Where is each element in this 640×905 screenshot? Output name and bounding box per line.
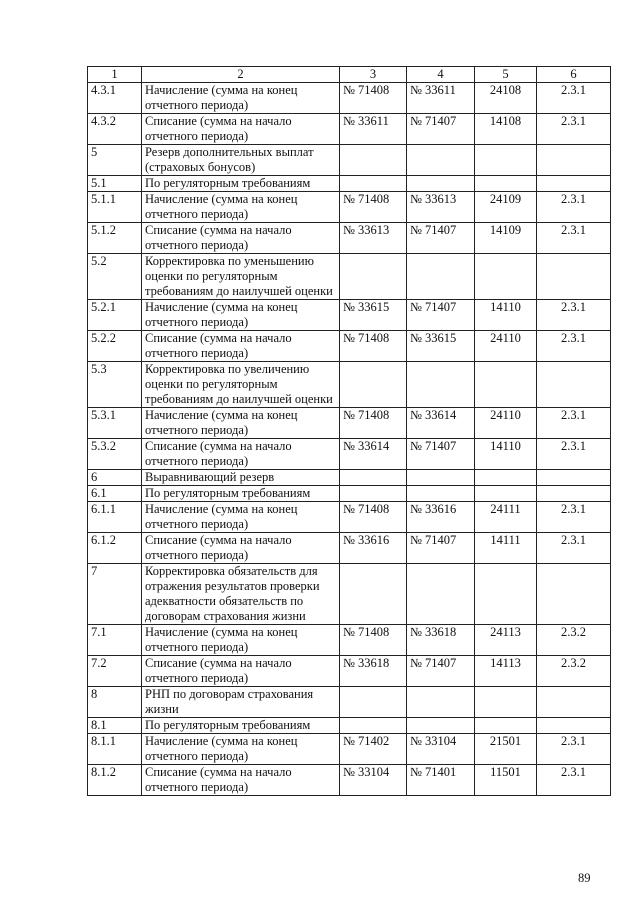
debit-account: № 33611	[340, 114, 407, 145]
debit-account	[340, 176, 407, 192]
row-description: Начисление (сумма на конец отчетного периода)	[142, 734, 340, 765]
debit-account: № 71408	[340, 192, 407, 223]
credit-account	[407, 718, 475, 734]
row-number: 5.1.2	[88, 223, 142, 254]
section-ref	[537, 362, 611, 408]
row-number: 8	[88, 687, 142, 718]
credit-account	[407, 362, 475, 408]
row-description: Начисление (сумма на конец отчетного периода)	[142, 83, 340, 114]
credit-account: № 33613	[407, 192, 475, 223]
column-header: 6	[537, 67, 611, 83]
row-number: 7.2	[88, 656, 142, 687]
debit-account: № 33104	[340, 765, 407, 796]
page-number: 89	[578, 871, 591, 885]
symbol-code	[475, 254, 537, 300]
table-row	[88, 734, 611, 765]
symbol-code: 24108	[475, 83, 537, 114]
row-number: 6.1	[88, 486, 142, 502]
credit-account: № 71401	[407, 765, 475, 796]
debit-account	[340, 564, 407, 625]
row-description: Списание (сумма на начало отчетного периода)	[142, 533, 340, 564]
section-ref: 2.3.1	[537, 114, 611, 145]
section-ref	[537, 486, 611, 502]
symbol-code	[475, 470, 537, 486]
row-number: 5.2.2	[88, 331, 142, 362]
symbol-code: 14108	[475, 114, 537, 145]
row-description: Списание (сумма на начало отчетного периода)	[142, 223, 340, 254]
debit-account: № 33614	[340, 439, 407, 470]
debit-account: № 33615	[340, 300, 407, 331]
credit-account: № 33616	[407, 502, 475, 533]
table-row	[88, 254, 611, 300]
symbol-code: 14111	[475, 533, 537, 564]
symbol-code: 21501	[475, 734, 537, 765]
row-description: Списание (сумма на начало отчетного периода)	[142, 114, 340, 145]
table-header-row	[88, 67, 611, 83]
credit-account: № 33104	[407, 734, 475, 765]
symbol-code: 14109	[475, 223, 537, 254]
credit-account: № 71407	[407, 114, 475, 145]
section-ref	[537, 254, 611, 300]
row-description: По регуляторным требованиям	[142, 486, 340, 502]
section-ref: 2.3.1	[537, 331, 611, 362]
symbol-code: 24110	[475, 331, 537, 362]
table-row	[88, 300, 611, 331]
symbol-code	[475, 718, 537, 734]
row-description: Корректировка по увеличению оценки по регуляторным требованиям до наилучшей оценки	[142, 362, 340, 408]
debit-account: № 33618	[340, 656, 407, 687]
table-row	[88, 176, 611, 192]
row-number: 8.1.2	[88, 765, 142, 796]
symbol-code	[475, 176, 537, 192]
table-row	[88, 656, 611, 687]
debit-account: № 71408	[340, 625, 407, 656]
table-row	[88, 145, 611, 176]
credit-account: № 71407	[407, 656, 475, 687]
row-description: Списание (сумма на начало отчетного периода)	[142, 656, 340, 687]
symbol-code: 24110	[475, 408, 537, 439]
debit-account	[340, 718, 407, 734]
row-description: Списание (сумма на начало отчетного периода)	[142, 331, 340, 362]
symbol-code	[475, 564, 537, 625]
row-description: По регуляторным требованиям	[142, 176, 340, 192]
section-ref: 2.3.1	[537, 502, 611, 533]
section-ref	[537, 176, 611, 192]
row-description: По регуляторным требованиям	[142, 718, 340, 734]
table-row	[88, 331, 611, 362]
symbol-code	[475, 362, 537, 408]
row-number: 6	[88, 470, 142, 486]
table-row	[88, 408, 611, 439]
row-description: РНП по договорам страхования жизни	[142, 687, 340, 718]
credit-account: № 71407	[407, 439, 475, 470]
symbol-code: 24109	[475, 192, 537, 223]
credit-account	[407, 486, 475, 502]
section-ref: 2.3.1	[537, 223, 611, 254]
column-header: 4	[407, 67, 475, 83]
row-description: Начисление (сумма на конец отчетного периода)	[142, 408, 340, 439]
row-description: Начисление (сумма на конец отчетного периода)	[142, 502, 340, 533]
credit-account	[407, 564, 475, 625]
symbol-code: 14113	[475, 656, 537, 687]
debit-account: № 71408	[340, 502, 407, 533]
section-ref	[537, 718, 611, 734]
column-header: 5	[475, 67, 537, 83]
symbol-code: 24113	[475, 625, 537, 656]
row-description: Выравнивающий резерв	[142, 470, 340, 486]
debit-account	[340, 687, 407, 718]
credit-account: № 71407	[407, 533, 475, 564]
table-row	[88, 564, 611, 625]
symbol-code	[475, 145, 537, 176]
row-number: 5.2	[88, 254, 142, 300]
credit-account: № 33615	[407, 331, 475, 362]
debit-account	[340, 254, 407, 300]
table-row	[88, 192, 611, 223]
row-number: 8.1	[88, 718, 142, 734]
row-number: 7.1	[88, 625, 142, 656]
section-ref: 2.3.2	[537, 656, 611, 687]
debit-account	[340, 470, 407, 486]
section-ref: 2.3.1	[537, 734, 611, 765]
credit-account: № 33611	[407, 83, 475, 114]
section-ref: 2.3.1	[537, 408, 611, 439]
row-number: 5.1	[88, 176, 142, 192]
row-description: Списание (сумма на начало отчетного периода)	[142, 765, 340, 796]
column-header: 2	[142, 67, 340, 83]
section-ref: 2.3.1	[537, 765, 611, 796]
debit-account: № 71402	[340, 734, 407, 765]
row-number: 5.1.1	[88, 192, 142, 223]
credit-account: № 33618	[407, 625, 475, 656]
debit-account: № 33616	[340, 533, 407, 564]
table-row	[88, 533, 611, 564]
row-number: 5.3	[88, 362, 142, 408]
credit-account	[407, 145, 475, 176]
row-description: Начисление (сумма на конец отчетного периода)	[142, 300, 340, 331]
debit-account: № 33613	[340, 223, 407, 254]
row-description: Начисление (сумма на конец отчетного периода)	[142, 625, 340, 656]
section-ref	[537, 687, 611, 718]
row-number: 6.1.2	[88, 533, 142, 564]
table-row	[88, 439, 611, 470]
section-ref: 2.3.1	[537, 439, 611, 470]
table-row	[88, 223, 611, 254]
credit-account: № 33614	[407, 408, 475, 439]
section-ref	[537, 145, 611, 176]
row-description: Корректировка обязательств для отражения результатов проверки адекватности обязательств по договорам страхования жизни	[142, 564, 340, 625]
row-number: 4.3.2	[88, 114, 142, 145]
symbol-code	[475, 486, 537, 502]
credit-account	[407, 176, 475, 192]
section-ref: 2.3.1	[537, 300, 611, 331]
section-ref	[537, 470, 611, 486]
symbol-code: 14110	[475, 439, 537, 470]
table-body	[88, 83, 611, 796]
credit-account	[407, 254, 475, 300]
symbol-code	[475, 687, 537, 718]
debit-account	[340, 145, 407, 176]
credit-account: № 71407	[407, 300, 475, 331]
table-row	[88, 765, 611, 796]
table-row	[88, 486, 611, 502]
credit-account: № 71407	[407, 223, 475, 254]
table-row	[88, 114, 611, 145]
row-number: 6.1.1	[88, 502, 142, 533]
section-ref: 2.3.1	[537, 533, 611, 564]
symbol-code: 14110	[475, 300, 537, 331]
credit-account	[407, 470, 475, 486]
row-description: Начисление (сумма на конец отчетного периода)	[142, 192, 340, 223]
symbol-code: 11501	[475, 765, 537, 796]
accounting-table	[87, 66, 611, 796]
row-number: 7	[88, 564, 142, 625]
symbol-code: 24111	[475, 502, 537, 533]
debit-account	[340, 486, 407, 502]
row-number: 5.3.1	[88, 408, 142, 439]
row-number: 5	[88, 145, 142, 176]
table-row	[88, 718, 611, 734]
credit-account	[407, 687, 475, 718]
row-description: Резерв дополнительных выплат (страховых бонусов)	[142, 145, 340, 176]
row-description: Корректировка по уменьшению оценки по регуляторным требованиям до наилучшей оценки	[142, 254, 340, 300]
debit-account	[340, 362, 407, 408]
debit-account: № 71408	[340, 83, 407, 114]
section-ref: 2.3.2	[537, 625, 611, 656]
table-row	[88, 625, 611, 656]
column-header: 1	[88, 67, 142, 83]
row-description: Списание (сумма на начало отчетного периода)	[142, 439, 340, 470]
debit-account: № 71408	[340, 331, 407, 362]
section-ref: 2.3.1	[537, 83, 611, 114]
section-ref: 2.3.1	[537, 192, 611, 223]
debit-account: № 71408	[340, 408, 407, 439]
column-header: 3	[340, 67, 407, 83]
table-row	[88, 362, 611, 408]
row-number: 5.2.1	[88, 300, 142, 331]
section-ref	[537, 564, 611, 625]
table-row	[88, 83, 611, 114]
row-number: 4.3.1	[88, 83, 142, 114]
row-number: 5.3.2	[88, 439, 142, 470]
table-row	[88, 687, 611, 718]
table-row	[88, 470, 611, 486]
table-row	[88, 502, 611, 533]
row-number: 8.1.1	[88, 734, 142, 765]
